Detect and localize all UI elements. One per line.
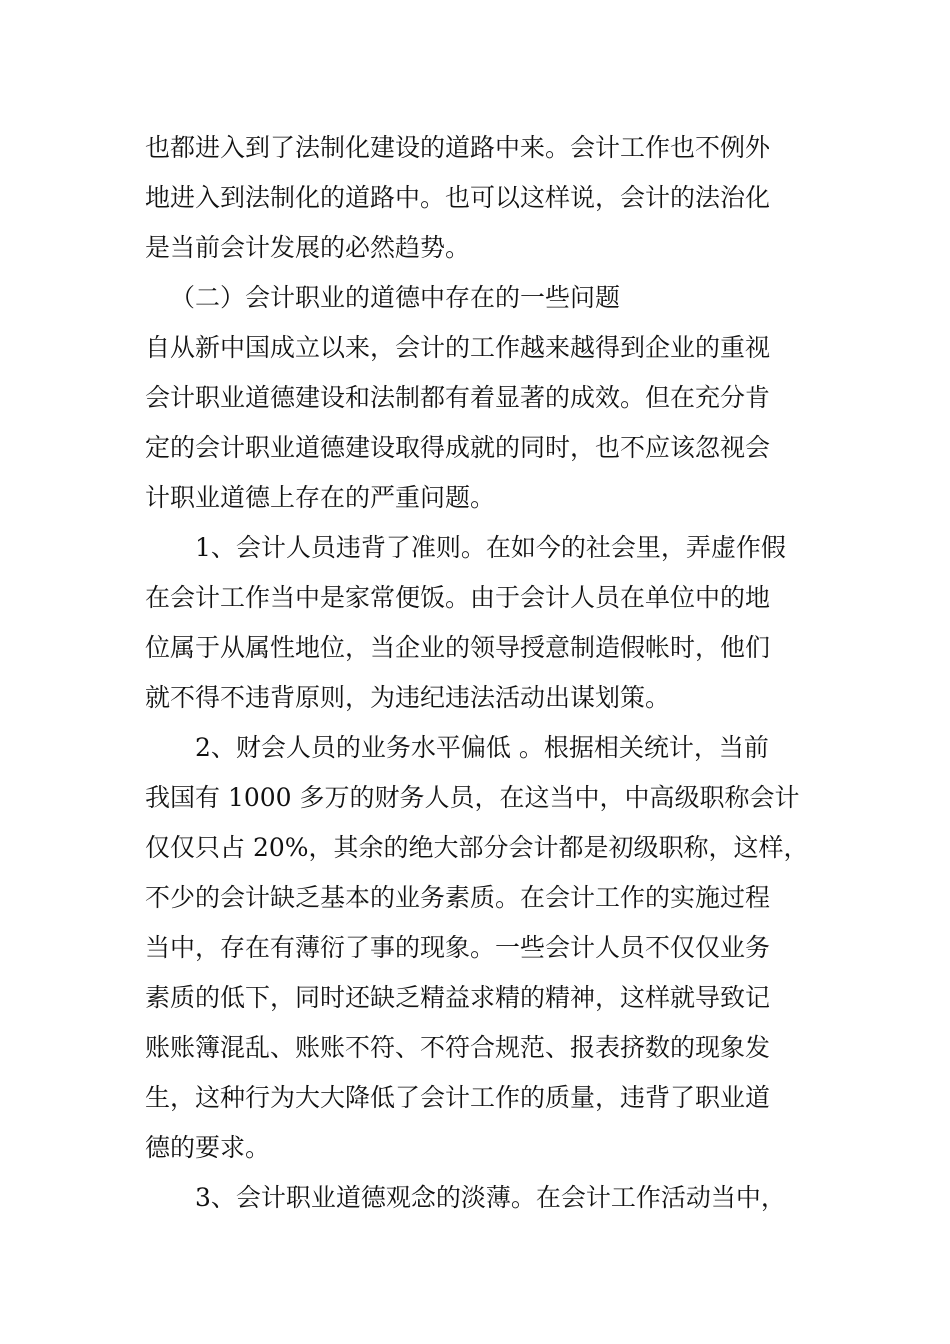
text-line: 在会计工作当中是家常便饭。由于会计人员在单位中的地 bbox=[145, 583, 771, 612]
text-line: 我国有 1000 多万的财务人员，在这当中，中高级职称会计 bbox=[145, 783, 800, 812]
text-line: 3、会计职业道德观念的淡薄。在会计工作活动当中， bbox=[195, 1183, 786, 1212]
text-line: 位属于从属性地位，当企业的领导授意制造假帐时，他们 bbox=[145, 633, 771, 662]
text-line: 定的会计职业道德建设取得成就的同时，也不应该忽视会 bbox=[145, 433, 771, 462]
text-line: 不少的会计缺乏基本的业务素质。在会计工作的实施过程 bbox=[145, 883, 771, 912]
section-heading: （二）会计职业的道德中存在的一些问题 bbox=[170, 283, 621, 312]
text-line: 仅仅只占 20%，其余的绝大部分会计都是初级职称，这样， bbox=[145, 833, 809, 862]
text-line: 也都进入到了法制化建设的道路中来。会计工作也不例外 bbox=[145, 133, 771, 162]
text-line: 会计职业道德建设和法制都有着显著的成效。但在充分肯 bbox=[145, 383, 771, 412]
text-line: 当中，存在有薄衍了事的现象。一些会计人员不仅仅业务 bbox=[145, 933, 771, 962]
text-line: 2、财会人员的业务水平偏低 。根据相关统计，当前 bbox=[195, 733, 769, 762]
text-line: 素质的低下，同时还缺乏精益求精的精神，这样就导致记 bbox=[145, 983, 771, 1012]
text-line: 账账簿混乱、账账不符、不符合规范、报表挤数的现象发 bbox=[145, 1033, 771, 1062]
text-line: 就不得不违背原则，为违纪违法活动出谋划策。 bbox=[145, 683, 671, 712]
text-line: 1、会计人员违背了准则。在如今的社会里，弄虚作假 bbox=[195, 533, 786, 562]
text-line: 德的要求。 bbox=[145, 1133, 271, 1162]
text-line: 地进入到法制化的道路中。也可以这样说，会计的法治化 bbox=[145, 183, 771, 212]
text-line: 是当前会计发展的必然趋势。 bbox=[145, 233, 471, 262]
text-line: 计职业道德上存在的严重问题。 bbox=[145, 483, 496, 512]
text-line: 生，这种行为大大降低了会计工作的质量，违背了职业道 bbox=[145, 1083, 771, 1112]
text-line: 自从新中国成立以来，会计的工作越来越得到企业的重视 bbox=[145, 333, 771, 362]
